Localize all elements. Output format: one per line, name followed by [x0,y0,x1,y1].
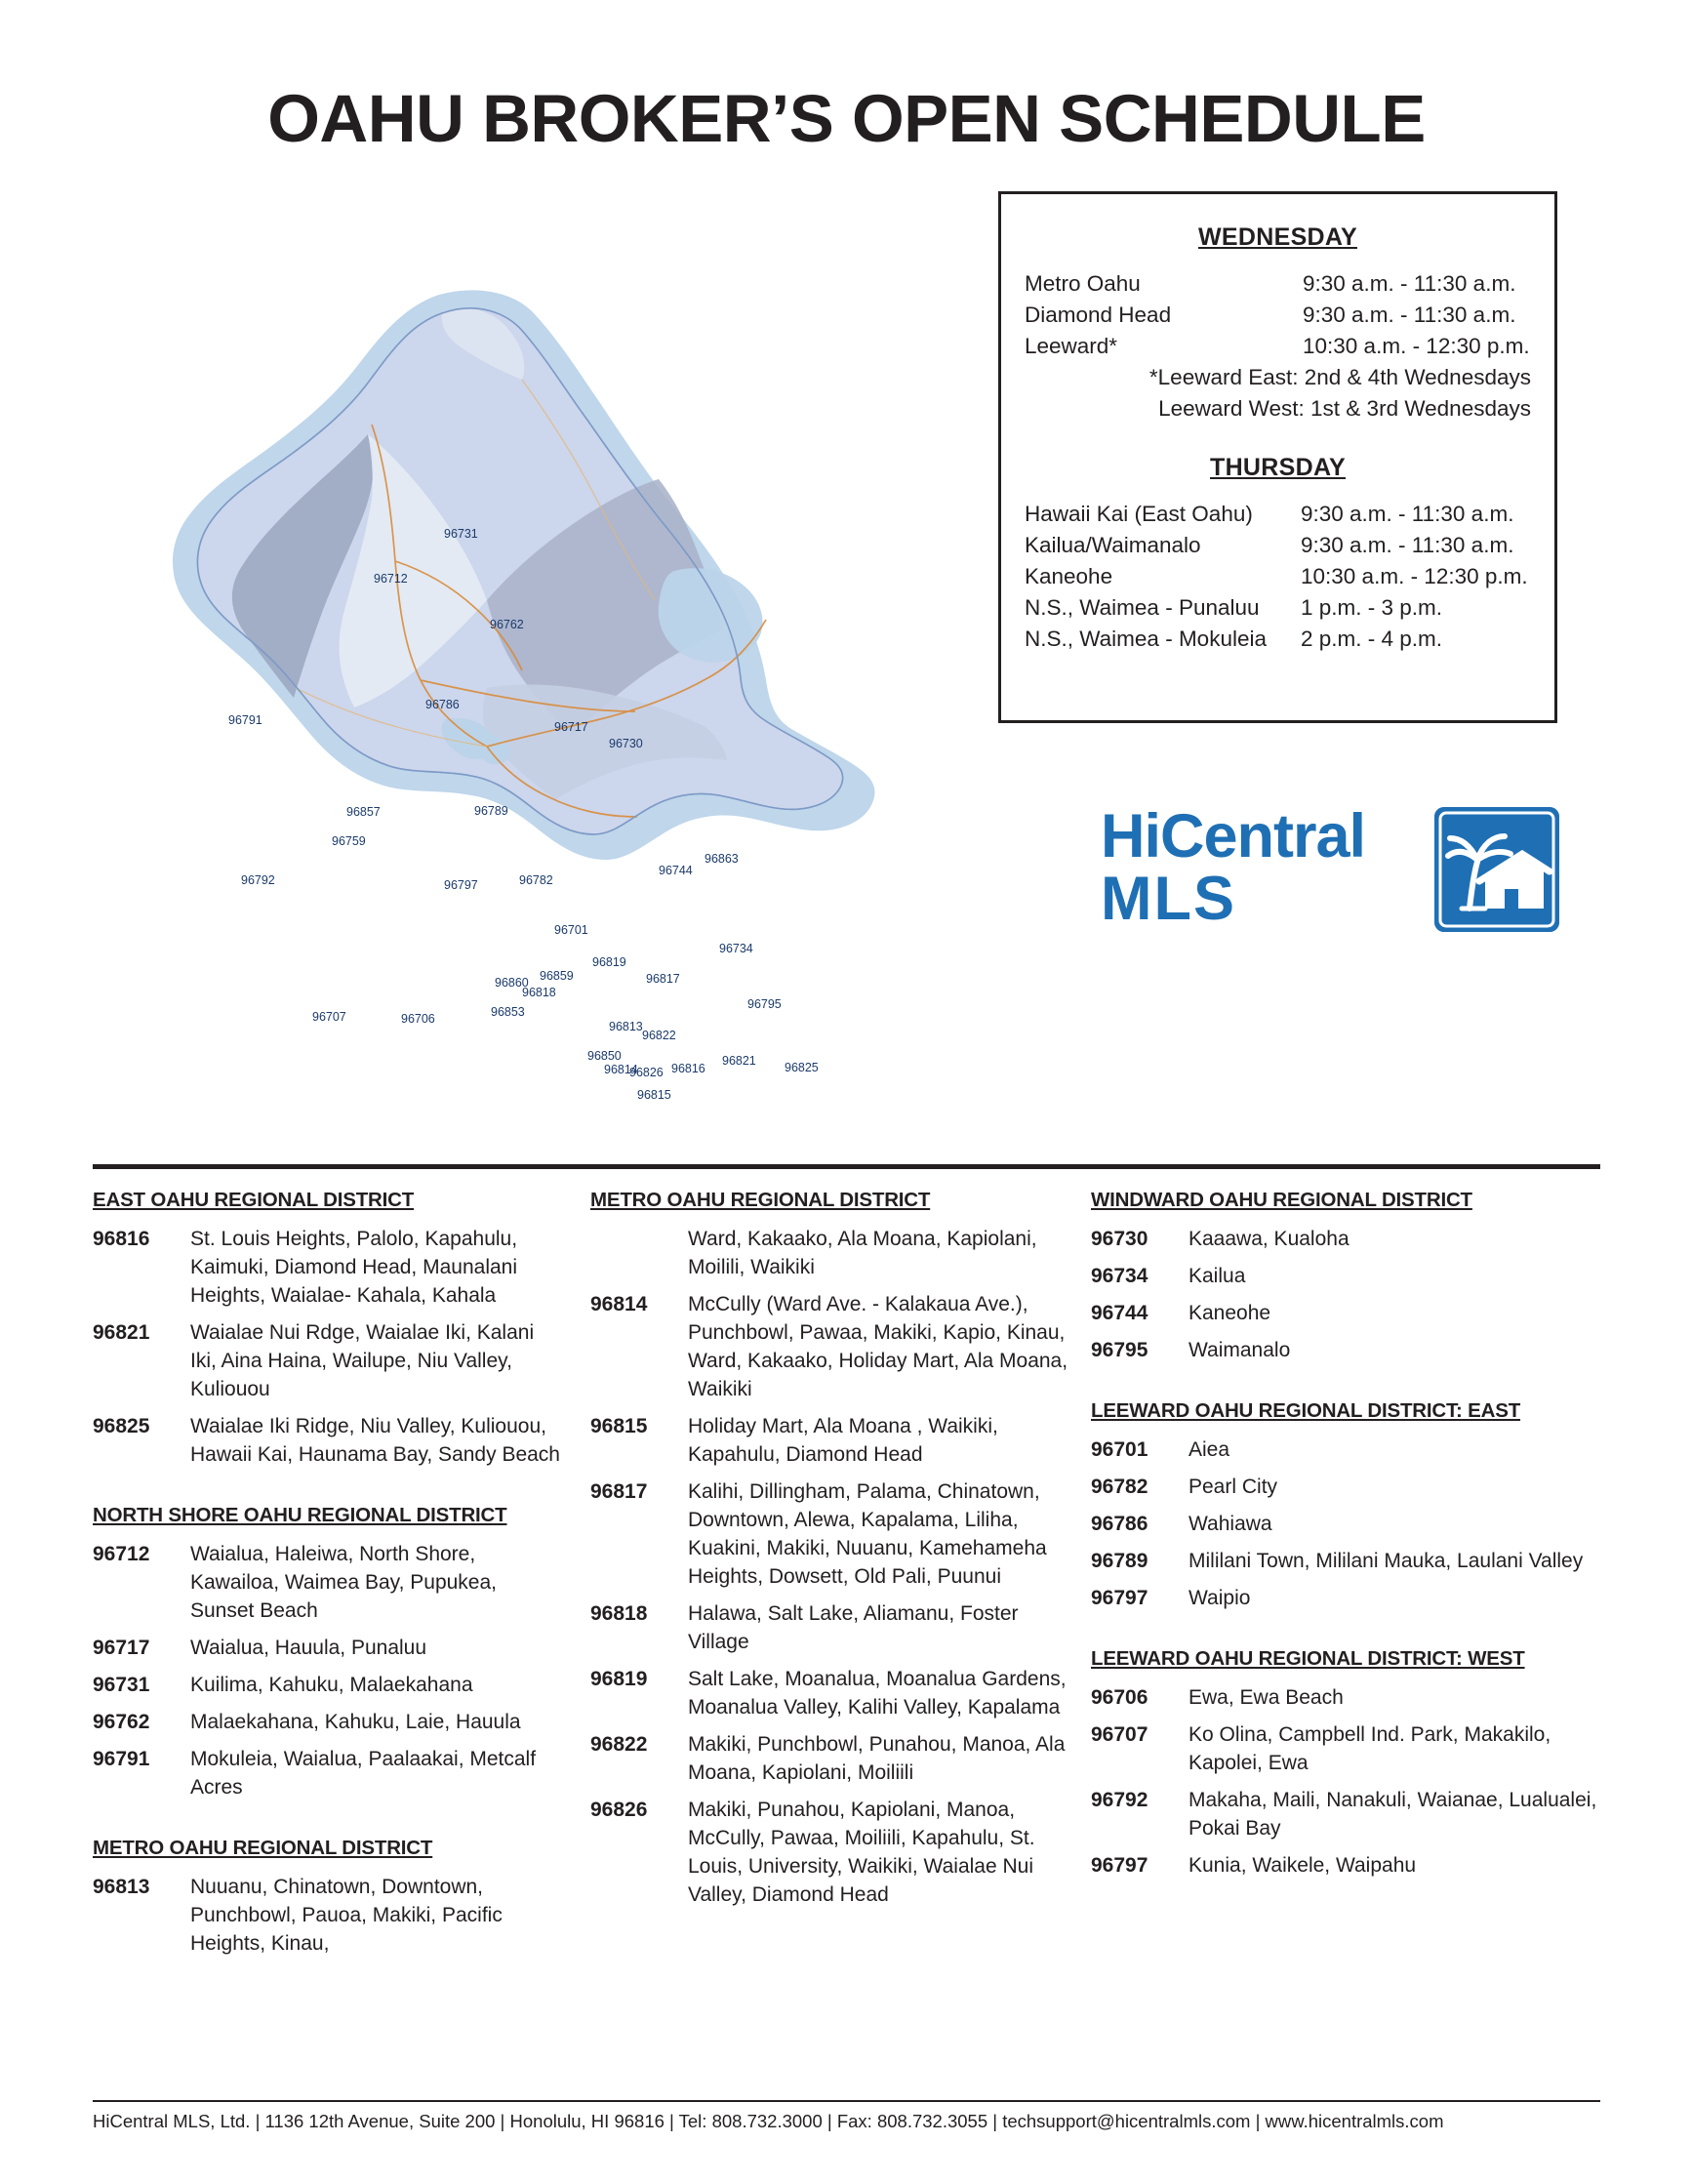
district-entry [1091,1851,1598,1880]
schedule-area: Diamond Head [1025,303,1172,327]
zip-areas: Kailua [1188,1265,1246,1287]
map-zip-label: 96825 [785,1061,819,1074]
district-entry [93,1671,561,1699]
map-zip-label: 96701 [554,923,588,937]
district-entry [1091,1683,1598,1712]
map-zip-label: 96744 [659,864,693,877]
district-entry [93,1318,561,1403]
district-column-3 [1091,1189,1598,1888]
map-zip-label: 96815 [637,1088,671,1102]
district-entry [590,1477,1068,1591]
footer-divider [93,2100,1600,2102]
zip-code: 96712 [93,1543,150,1565]
zip-code: 96730 [1091,1228,1148,1250]
zip-code: 96826 [590,1799,648,1821]
map-zip-label: 96857 [346,805,381,819]
zip-code: 96792 [1091,1789,1148,1811]
zip-areas: Mokuleia, Waialua, Paalaakai, Metcalf Acres [190,1748,537,1799]
map-zip-label: 96795 [747,997,782,1011]
schedule-time: 9:30 a.m. - 11:30 a.m. [1303,271,1516,296]
schedule-time: 9:30 a.m. - 11:30 a.m. [1301,502,1514,526]
schedule-area: Metro Oahu [1025,271,1141,296]
map-zip-label: 96818 [522,986,556,999]
zip-code: 96819 [590,1668,648,1690]
map-zip-label: 96859 [540,969,574,983]
district-heading-east-oahu: EAST OAHU REGIONAL DISTRICT [93,1189,415,1211]
zip-areas: Waialae Nui Rdge, Waialae Iki, Kalani Iki, Aina Haina, Wailupe, Niu Valley, Kuliouou [190,1321,535,1400]
map-zip-label: 96853 [491,1005,525,1019]
map-zip-label: 96813 [609,1020,643,1033]
oahu-map [93,278,1000,1147]
schedule-row [1025,300,1531,331]
schedule-area: Kaneohe [1025,564,1113,588]
zip-areas: Wahiawa [1188,1513,1272,1535]
map-zip-label: 96850 [587,1049,622,1063]
district-entry [590,1730,1068,1787]
map-zip-label: 96706 [401,1012,435,1026]
map-zip-label: 96816 [671,1062,705,1075]
schedule-box [998,191,1557,723]
map-zip-label: 96826 [629,1066,664,1079]
zip-code: 96744 [1091,1302,1148,1324]
zip-areas: Kaneohe [1188,1302,1271,1324]
zip-areas: McCully (Ward Ave. - Kalakaua Ave.), Punchbowl, Pawaa, Makiki, Kapio, Kinau, Ward, Kakaako, Holiday Mart, Ala Moana, Waikiki [688,1293,1068,1400]
map-zip-label: 96782 [519,873,553,887]
zip-areas: Waialae Iki Ridge, Niu Valley, Kuliouou, Hawaii Kai, Haunama Bay, Sandy Beach [190,1415,560,1466]
map-zip-label: 96734 [719,942,753,955]
hicentral-mls-logo [1101,802,1559,937]
zip-areas: Kalihi, Dillingham, Palama, Chinatown, Downtown, Alewa, Kapalama, Liliha, Kuakini, Makiki, Nuuanu, Kamehameha Heights, Dowsett, Old Pali, Puunui [688,1480,1047,1588]
zip-code: 96706 [1091,1686,1148,1709]
map-zip-label: 96731 [444,527,478,541]
map-zip-label: 96860 [495,976,529,990]
map-zip-label: 96817 [646,972,680,986]
zip-areas: Malaekahana, Kahuku, Laie, Hauula [190,1711,521,1733]
district-column-1 [93,1189,561,1966]
zip-code: 96795 [1091,1339,1148,1361]
map-zip-label: 96797 [444,878,478,892]
map-zip-label: 96863 [705,852,739,866]
zip-areas: Makaha, Maili, Nanakuli, Waianae, Lualualei, Pokai Bay [1188,1789,1597,1840]
district-entry [1091,1786,1598,1842]
district-entry [93,1634,561,1662]
district-entry [1091,1436,1598,1464]
district-entry [1091,1584,1598,1612]
zip-areas: Halawa, Salt Lake, Aliamanu, Foster Village [688,1602,1019,1653]
schedule-area: Hawaii Kai (East Oahu) [1025,502,1253,526]
map-zip-label: 96762 [490,618,524,631]
schedule-area: N.S., Waimea - Mokuleia [1025,627,1267,651]
zip-areas: Waimanalo [1188,1339,1291,1361]
map-zip-label: 96707 [312,1010,346,1024]
district-entry [1091,1336,1598,1364]
schedule-row [1025,499,1531,530]
district-entry [93,1708,561,1736]
district-heading-metro-oahu-col2: METRO OAHU REGIONAL DISTRICT [590,1189,931,1211]
zip-areas: Pearl City [1188,1476,1278,1498]
district-heading-windward-oahu: WINDWARD OAHU REGIONAL DISTRICT [1091,1189,1472,1211]
zip-code: 96717 [93,1637,150,1659]
district-entry [590,1665,1068,1721]
wednesday-rows [1001,268,1554,362]
district-entry [93,1873,561,1958]
district-heading-metro-oahu-col1: METRO OAHU REGIONAL DISTRICT [93,1837,433,1859]
zip-areas: Holiday Mart, Ala Moana , Waikiki, Kapahulu, Diamond Head [688,1415,998,1466]
zip-code: 96813 [93,1876,150,1898]
map-zip-label: 96822 [642,1029,676,1042]
zip-areas: Makiki, Punahou, Kapiolani, Manoa, McCully, Pawaa, Moiliili, Kapahulu, St. Louis, University, Waikiki, Waialae Nui Valley, Diamond Head [688,1799,1035,1906]
schedule-row [1025,592,1531,624]
logo-wordmark [1101,802,1366,933]
zip-code: 96814 [590,1293,648,1315]
thursday-rows [1001,499,1554,655]
district-heading-leeward-east: LEEWARD OAHU REGIONAL DISTRICT: EAST [1091,1399,1521,1422]
section-divider [93,1164,1600,1169]
district-entry [93,1225,561,1310]
zip-code: 96762 [93,1711,150,1733]
district-entry [590,1599,1068,1656]
district-heading-north-shore-oahu: NORTH SHORE OAHU REGIONAL DISTRICT [93,1504,507,1526]
schedule-time: 1 p.m. - 3 p.m. [1301,595,1443,620]
zip-areas: Makiki, Punchbowl, Punahou, Manoa, Ala Moana, Kapiolani, Moiliili [688,1733,1066,1784]
district-entry [590,1796,1068,1909]
district-entry [1091,1299,1598,1327]
zip-areas: Ward, Kakaako, Ala Moana, Kapiolani, Moilili, Waikiki [688,1228,1037,1278]
schedule-time: 9:30 a.m. - 11:30 a.m. [1303,303,1516,327]
schedule-time: 2 p.m. - 4 p.m. [1301,627,1443,651]
district-entry [590,1225,1068,1281]
schedule-area: Leeward* [1025,334,1118,358]
district-entry [1091,1510,1598,1538]
schedule-area: Kailua/Waimanalo [1025,533,1201,557]
district-entry [590,1412,1068,1469]
logo-line-2: MLS [1101,865,1236,933]
map-zip-label: 96712 [374,572,408,586]
zip-code: 96701 [1091,1438,1148,1461]
schedule-time: 9:30 a.m. - 11:30 a.m. [1301,533,1514,557]
thursday-heading: THURSDAY [1210,454,1346,481]
district-entry [93,1745,561,1801]
logo-line-1: HiCentral [1101,802,1366,870]
map-zip-label: 96730 [609,737,643,750]
district-entry [590,1290,1068,1403]
zip-code: 96789 [1091,1550,1148,1572]
zip-code: 96707 [1091,1723,1148,1746]
zip-areas: Kuilima, Kahuku, Malaekahana [190,1674,473,1696]
zip-areas: Ewa, Ewa Beach [1188,1686,1344,1709]
zip-code: 96815 [590,1415,648,1437]
zip-code: 96821 [93,1321,150,1344]
zip-areas: Kunia, Waikele, Waipahu [1188,1854,1417,1877]
zip-areas: St. Louis Heights, Palolo, Kapahulu, Kaimuki, Diamond Head, Maunalani Heights, Waialae- Kahala, Kahala [190,1228,518,1307]
map-zip-label: 96759 [332,834,366,848]
map-zip-label: 96717 [554,720,588,734]
map-zip-label: 96789 [474,804,508,818]
zip-code: 96786 [1091,1513,1148,1535]
zip-code: 96797 [1091,1587,1148,1609]
palm-tree-house-icon [1434,807,1559,932]
zip-areas: Nuuanu, Chinatown, Downtown, Punchbowl, Pauoa, Makiki, Pacific Heights, Kinau, [190,1876,503,1955]
zip-code: 96782 [1091,1476,1148,1498]
zip-areas: Mililani Town, Mililani Mauka, Laulani Valley [1188,1550,1584,1572]
zip-code: 96734 [1091,1265,1148,1287]
schedule-row [1025,561,1531,592]
zip-code: 96818 [590,1602,648,1625]
page-title: OAHU BROKER’S OPEN SCHEDULE [267,81,1426,156]
schedule-row [1025,268,1531,300]
zip-areas: Waialua, Hauula, Punaluu [190,1637,427,1659]
district-entry [1091,1225,1598,1253]
district-heading-leeward-west: LEEWARD OAHU REGIONAL DISTRICT: WEST [1091,1647,1525,1670]
district-entry [1091,1262,1598,1290]
map-zip-label: 96821 [722,1054,756,1068]
oahu-map-graphic [93,278,1000,1147]
footer-contact: HiCentral MLS, Ltd. | 1136 12th Avenue, Suite 200 | Honolulu, HI 96816 | Tel: 808.732.3000 | Fax: 808.732.3055 | techsupport@hicentralmls.com | www.hicentralmls.com [93,2111,1444,2131]
map-zip-label: 96792 [241,873,275,887]
zip-areas: Salt Lake, Moanalua, Moanalua Gardens, Moanalua Valley, Kalihi Valley, Kapalama [688,1668,1067,1719]
zip-code: 96816 [93,1228,150,1250]
district-entry [1091,1720,1598,1777]
zip-code: 96817 [590,1480,648,1503]
zip-code: 96822 [590,1733,648,1756]
zip-code: 96797 [1091,1854,1148,1877]
map-zip-label: 96819 [592,955,626,969]
district-column-2 [590,1189,1068,1918]
schedule-row [1025,331,1531,362]
district-entry [1091,1547,1598,1575]
zip-areas: Waialua, Haleiwa, North Shore, Kawailoa, Waimea Bay, Pupukea, Sunset Beach [190,1543,497,1622]
schedule-time: 10:30 a.m. - 12:30 p.m. [1303,334,1530,358]
zip-areas: Aiea [1188,1438,1230,1461]
map-zip-label: 96786 [425,698,460,711]
schedule-row [1025,624,1531,655]
district-entry [93,1412,561,1469]
map-zip-label: 96814 [604,1063,638,1076]
zip-areas: Waipio [1188,1587,1251,1609]
schedule-area: N.S., Waimea - Punaluu [1025,595,1260,620]
map-zip-label: 96791 [228,713,262,727]
district-entry [1091,1473,1598,1501]
wednesday-note-east: *Leeward East: 2nd & 4th Wednesdays [1148,365,1531,389]
zip-code: 96825 [93,1415,150,1437]
zip-code: 96791 [93,1748,150,1770]
wednesday-heading: WEDNESDAY [1198,223,1357,251]
wednesday-note-west: Leeward West: 1st & 3rd Wednesdays [1158,396,1531,421]
zip-code: 96731 [93,1674,150,1696]
zip-areas: Ko Olina, Campbell Ind. Park, Makakilo, Kapolei, Ewa [1188,1723,1551,1774]
zip-areas: Kaaawa, Kualoha [1188,1228,1350,1250]
schedule-time: 10:30 a.m. - 12:30 p.m. [1301,564,1528,588]
schedule-row [1025,530,1531,561]
district-entry [93,1540,561,1625]
